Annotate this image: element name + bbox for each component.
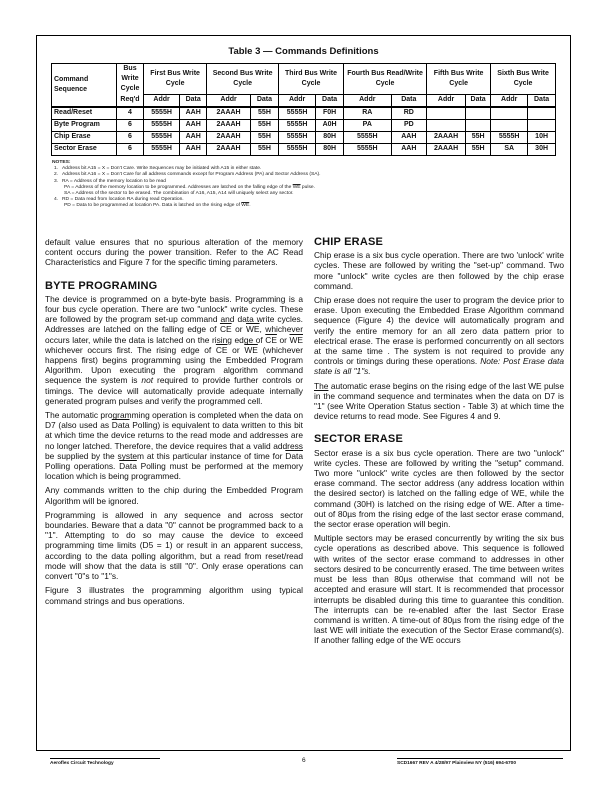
header-first-cycle: First Bus Write Cycle	[144, 64, 207, 95]
header-fourth-cycle: Fourth Bus Read/Write Cycle	[344, 64, 427, 95]
cell: 5555H	[279, 131, 316, 143]
cell	[528, 119, 556, 131]
cell: PD	[391, 119, 427, 131]
header-second-cycle: Second Bus Write Cycle	[207, 64, 279, 95]
byte-programing-paragraph-5: Figure 3 illustrates the programming algorithm using typical command strings and bus operations.	[45, 585, 303, 606]
byte-programing-paragraph-3: Any commands written to the chip during the Embedded Program Algorithm will be ignored.	[45, 485, 303, 506]
cell: 80H	[316, 131, 344, 143]
sub-header: Addr	[207, 94, 251, 107]
byte-programing-paragraph-1: The device is programmed on a byte-byte basis. Programming is a four bus cycle operation. There are two "unlock" write cycles. These are followed by the program set-up command and data write cycles. Addresses are latched on the falling edge of $\overline{CE}$ or $\overline{WE}$, whichever occurs later, while the data is latched on the rising edge of $\overline{CE}$ or $\overline{WE}$ whichever occurs first. The rising edge of $\overline{CE}$ or $\overline{WE}$ (whichever happens first) begins programming using the Embedded Program Algorithm. Upon executing the program algorithm command sequence the system is not required to provide further controls or timings. The device will automatically provide adequate internally generated program pulses and verify the programmed cell.	[45, 293, 304, 406]
table-row-sector-erase	[52, 143, 556, 155]
cell: 10H	[528, 131, 556, 143]
cell: 5555H	[344, 143, 392, 155]
chip-erase-paragraph-1: Chip erase is a six bus cycle operation. There are two 'unlock' write cycles. These are followed by writing the "set-up" command. Two more "unlock" write cycles are then followed by the chip erase command.	[314, 250, 564, 291]
note-4-pd: PD = Data to be programmed at location PA. Data is latched on the rising edge of $\overline{WE}$.	[64, 203, 251, 209]
table-row-chip-erase	[52, 131, 556, 143]
cell: 80H	[316, 143, 344, 155]
header-fifth-cycle: Fifth Bus Write Cycle	[427, 64, 491, 95]
cell: RA	[344, 107, 392, 120]
heading-byte-programing: BYTE PROGRAMING	[45, 279, 158, 292]
note-3-pa: PA = Address of the memory location to be programmed. Addresses are latched on the falling edge of the $\overline{WE}$ pulse.	[64, 184, 315, 190]
cell: A0H	[316, 119, 344, 131]
sub-header: Data	[466, 94, 491, 107]
table-row-byte-program	[52, 119, 556, 131]
note-3-sa: SA = Address of the sector to be erased. The combination of A16, A15, A14 will uniquely select any sector.	[64, 191, 294, 197]
heading-chip-erase: CHIP ERASE	[314, 236, 384, 248]
note-1: 1. Address bit A15 = X = Don't Care. Write Sequences may be initiated with A15 in either state.	[54, 166, 262, 172]
cell: 5555H	[144, 119, 180, 131]
table-row-read-reset	[52, 107, 556, 120]
sector-erase-paragraph-1: Sector erase is a six bus cycle operation. There are two "unlock" write cycles. These are followed by writing the "setup" command. Two more "unlock" write cycles are then followed by the sector erase command. The sector address (any address location within the desired sector) is latched on the falling edge of WE, while the command (30H) is latched on the rising edge of WE. After a time-out of 80µs from the rising edge of the last sector erase command, the sector erase operation will begin.	[314, 447, 564, 530]
cell-cycles: 6	[117, 131, 144, 143]
sub-header: Data	[180, 94, 207, 107]
cell: 5555H	[491, 131, 528, 143]
note-3: 3. RA = Address of the memory location to be read	[54, 178, 166, 184]
note-2: 2. Address bit A16 = X = Don't Care for all address commands except for Program Address (PA) and Sector Address (SA).	[54, 172, 321, 178]
cell-cycles: 6	[117, 143, 144, 155]
table-sub-header-row	[52, 94, 556, 107]
cell: 55H	[250, 143, 278, 155]
right-column	[314, 237, 564, 650]
cell	[466, 107, 491, 120]
footer-page-number: 6	[302, 757, 306, 764]
cell	[491, 119, 528, 131]
cell: 2AAAH	[427, 143, 466, 155]
note-4: 4. RD = Data read from location RA during read Operation.	[54, 197, 184, 203]
cell: 55H	[250, 107, 278, 120]
sub-header: Data	[528, 94, 556, 107]
byte-programing-paragraph-2: The automatic programming operation is completed when the data on D7 (also used as Data Polling) is equivalent to data written to this bit at which time the device returns to the read mode and addresses are no longer latched. Therefore, the device requires that a valid address be supplied by the system at this particular instance of time for Data Polling operations. Data Polling must be performed at the memory location which is being programmed.	[45, 410, 304, 482]
table-title: Table 3 — Commands Definitions	[228, 46, 379, 57]
cell: 2AAAH	[207, 119, 251, 131]
cell: AAH	[180, 143, 207, 155]
cell: 5555H	[344, 131, 392, 143]
cell: 5555H	[144, 143, 180, 155]
cell-command: Chip Erase	[52, 131, 117, 143]
cell: 5555H	[144, 131, 180, 143]
cell-command: Byte Program	[52, 119, 117, 131]
sub-header: Data	[391, 94, 427, 107]
cell	[466, 119, 491, 131]
header-command-sequence: Command Sequence	[52, 64, 117, 107]
sub-header: Addr	[344, 94, 392, 107]
heading-sector-erase: SECTOR ERASE	[314, 433, 403, 446]
sub-header: Addr	[279, 94, 316, 107]
cell: 5555H	[144, 107, 180, 120]
cell-cycles: 6	[117, 119, 144, 131]
left-column	[45, 237, 303, 610]
cell: AAH	[391, 131, 427, 143]
intro-paragraph: default value ensures that no spurious alteration of the memory content occurs during the power transition. Refer to the AC Read Characteristics and Figure 7 for the specific timing parameters.	[45, 237, 303, 268]
cell: 55H	[250, 119, 278, 131]
sub-header: Addr	[144, 94, 180, 107]
cell: 2AAAH	[427, 131, 466, 143]
sub-header: Data	[316, 94, 344, 107]
cell: 5555H	[279, 143, 316, 155]
chip-erase-paragraph-2: Chip erase does not require the user to program the device prior to erase. Upon executing the Embedded Erase Algorithm command sequence (Figure 4) the device will automatically program and verify the entire memory for an all zero data pattern prior to electrical erase. The erase is performed concurrently on all sectors at the same time . The system is not required to provide any controls or timings during these operations. Note: Post Erase data state is all "1"s.	[314, 295, 565, 377]
cell: 2AAAH	[207, 131, 251, 143]
cell	[528, 107, 556, 120]
chip-erase-paragraph-3: The automatic erase begins on the rising edge of the last WE pulse in the command sequence and terminates when the data on D7 is "1" (see Write Operation Status section - Table 3) at which time the device returns to read mode. See Figures 4 and 9.	[314, 380, 564, 422]
sub-header: Addr	[427, 94, 466, 107]
cell: 2AAAH	[207, 107, 251, 120]
cell-command: Read/Reset	[52, 107, 117, 120]
footer-doc-info: SCD1667 REV A 4/28/97 Plainview NY (516) 694-6700	[397, 758, 563, 766]
cell	[427, 119, 466, 131]
header-bus-write-cycle: Bus Write Cycle	[117, 64, 144, 95]
cell: PA	[344, 119, 392, 131]
header-sixth-cycle: Sixth Bus Write Cycle	[491, 64, 556, 95]
notes-header: NOTES:	[52, 160, 71, 165]
cell: RD	[391, 107, 427, 120]
cell	[491, 107, 528, 120]
cell: AAH	[180, 131, 207, 143]
cell: 55H	[250, 131, 278, 143]
cell: AAH	[180, 119, 207, 131]
sub-header: Data	[250, 94, 278, 107]
table-notes	[52, 160, 321, 210]
cell: 55H	[466, 131, 491, 143]
cell: 55H	[466, 143, 491, 155]
cell: 5555H	[279, 107, 316, 120]
footer-company: Aeroflex Circuit Technology	[50, 758, 160, 766]
cell: 30H	[528, 143, 556, 155]
cell: SA	[491, 143, 528, 155]
cell: AAH	[391, 143, 427, 155]
cell	[427, 107, 466, 120]
header-third-cycle: Third Bus Write Cycle	[279, 64, 344, 95]
sub-header: Addr	[491, 94, 528, 107]
cell: 2AAAH	[207, 143, 251, 155]
byte-programing-paragraph-4: Programming is allowed in any sequence and across sector boundaries. Beware that a data "0" cannot be programmed back to a "1". Attempting to do so may cause the device to exceed programming time limits (D5 = 1) or result in an apparent success, according to the data polling algorithm, but a read from reset/read mode will show that the data is still "0". Only erase operations can convert "0"s to "1"s.	[45, 509, 303, 582]
cell: AAH	[180, 107, 207, 120]
cell: F0H	[316, 107, 344, 120]
sector-erase-paragraph-2: Multiple sectors may be erased concurrently by writing the six bus cycle operations as described above. This sequence is followed with writes of the sector erase command to addresses in other sectors desired to be concurrently erased. The time between writes must be less than 80µs otherwise that command will not be accepted and erasure will start. It is recommended that processor interrupts be disabled during this time to guarantee this condition. The interrupts can be re-enabled after the last Sector Erase command is written. A time-out of 80µs from the rising edge of the last WE will initiate the execution of the Sector Erase command(s). If another falling edge of the WE occurs	[314, 533, 564, 646]
header-reqd: Req'd	[117, 94, 144, 107]
cell: 5555H	[279, 119, 316, 131]
cell-cycles: 4	[117, 107, 144, 120]
cell-command: Sector Erase	[52, 143, 117, 155]
commands-table	[51, 63, 556, 156]
table-group-header-row	[52, 64, 556, 95]
